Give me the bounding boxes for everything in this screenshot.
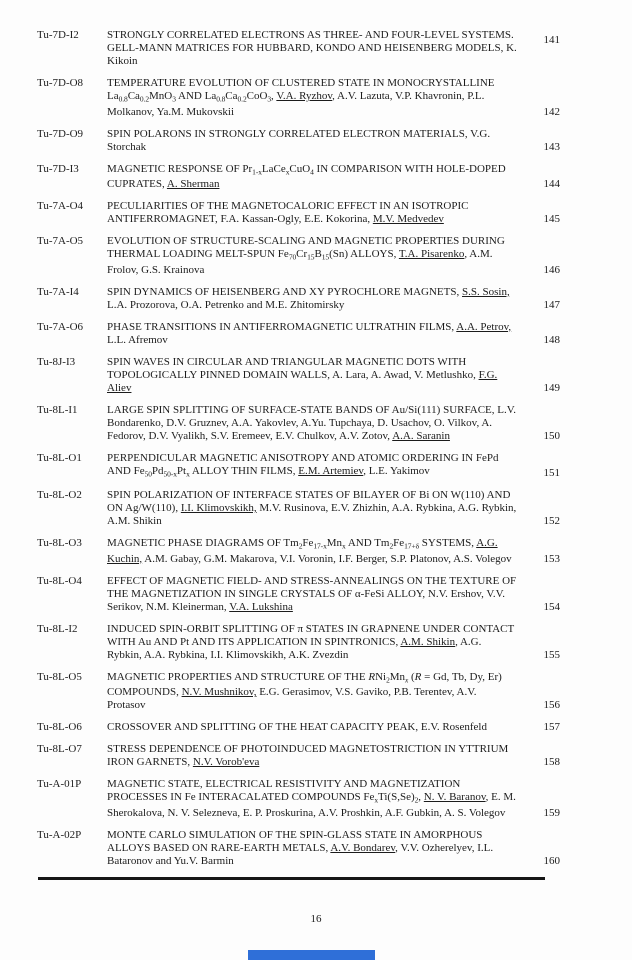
entry-line: MAGNETIC RESPONSE OF $Pr_{1-x}LaCe_xCuO_4$ IN COMPARISON WITH HOLE-DOPED [107, 162, 506, 176]
entry-page-number: 141 [543, 34, 560, 46]
toc-entry [37, 537, 632, 566]
entry-line: COMPOUNDS, N.V. Mushnikov, E.G. Gerasimov, V.S. Gaviko, P.B. Terentev, A.V. [107, 686, 477, 698]
footer-page-number: 16 [310, 913, 322, 925]
footer-divider-rule [38, 877, 545, 880]
entry-line: AND $Fe_{50}Pd_{50-x}Pt_x$ ALLOY THIN FILMS, E.M. Artemiev, L.E. Yakimov [107, 464, 430, 478]
entry-line: PHASE TRANSITIONS IN ANTIFERROMAGNETIC ULTRATHIN FILMS, A.A. Petrov, [107, 320, 512, 333]
toc-entry [37, 575, 632, 614]
entry-line [107, 382, 531, 395]
formula-subscript: 1-x [252, 167, 262, 176]
formula-subscript: 0.2 [237, 94, 247, 104]
toc-entry [37, 321, 632, 347]
session-code: Tu-8L-I1 [37, 403, 78, 416]
entry-line: IRON GARNETS, N.V. Vorob'eva [107, 756, 260, 768]
session-code: Tu-8J-I3 [37, 355, 76, 368]
entry-line: STRESS DEPENDENCE OF PHOTOINDUCED MAGNETOSTRICTION IN YTTRIUM [107, 743, 509, 755]
entry-line: SPIN WAVES IN CIRCULAR AND TRIANGULAR MAGNETIC DOTS WITH [107, 355, 467, 368]
entry-title-authors [107, 286, 531, 312]
entry-line: A.M. Shikin [107, 515, 162, 527]
toc-entry [37, 404, 632, 443]
underlined-author: Aliev [107, 381, 132, 394]
entry-page-number: 156 [543, 699, 560, 711]
underlined-author: T.A. Pisarenko [398, 248, 465, 260]
toc-entry [37, 623, 632, 662]
formula-subscript: 70 [288, 252, 297, 262]
entry-page-number: 143 [543, 140, 560, 153]
entry-line: PECULIARITIES OF THE MAGNETOCALORIC EFFECT IN AN ISOTROPIC [107, 200, 469, 212]
formula-subscript: x [405, 675, 409, 684]
formula-subscript: 0.2 [139, 94, 149, 104]
italic-symbol: R [414, 670, 422, 683]
formula-subscript: 2 [389, 541, 394, 551]
toc-entry [37, 452, 632, 481]
entry-page-number: 154 [543, 600, 560, 613]
toc-entry [37, 163, 632, 192]
entry-title-authors [107, 163, 531, 192]
entry-page-number: 145 [543, 213, 560, 225]
entry-line: MAGNETIC PROPERTIES AND STRUCTURE OF THE $RNi_2Mn_x$ (R = Gd, Tb, Dy, Er) [107, 670, 502, 684]
entry-line: SPIN DYNAMICS OF HEISENBERG AND XY PYROCHLORE MAGNETS, S.S. Sosin, [107, 285, 510, 298]
toc-entry [37, 200, 632, 226]
toc-entry [37, 77, 632, 119]
entry-line: Frolov, G.S. Krainova [107, 263, 205, 276]
entry-title-authors [107, 721, 531, 734]
underlined-author: A.G. [476, 537, 498, 549]
entry-line: PERPENDICULAR MAGNETIC ANISOTROPY AND ATOMIC ORDERING IN FePd [107, 451, 499, 464]
underlined-author: A.A. Saranin [392, 429, 450, 442]
bottom-blue-bar [248, 950, 375, 960]
formula-subscript: x [374, 795, 379, 805]
entry-title-authors [107, 489, 531, 528]
formula-subscript: x [342, 541, 346, 551]
entry-line: ON Ag/W(110), I.I. Klimovskikh, M.V. Rusinova, E.V. Zhizhin, A.A. Rybkina, A.G. Rybkin, [107, 502, 517, 514]
underlined-author: A.A. Petrov, [456, 320, 512, 333]
formula-subscript: 17+δ [404, 541, 420, 551]
formula-subscript: 50-x [163, 469, 177, 478]
entry-title-authors [107, 128, 531, 154]
underlined-author: N.V. Mushnikov, [181, 686, 257, 698]
formula-subscript: 0.8 [216, 94, 226, 104]
entry-page-number: 153 [543, 552, 560, 565]
entry-page-number: 149 [543, 381, 560, 394]
session-code: Tu-8L-O2 [37, 489, 82, 501]
session-code: Tu-8L-O1 [37, 451, 82, 464]
session-code: Tu-8L-O5 [37, 670, 82, 683]
entry-line: GELL-MANN MATRICES FOR HUBBARD, KONDO AND HEISENBERG MODELS, K. [107, 42, 517, 54]
formula-subscript: 4 [310, 167, 314, 176]
entry-line: Kikoin [107, 55, 138, 67]
session-code: Tu-7D-I3 [37, 162, 79, 175]
entry-page-number: 144 [543, 178, 560, 190]
session-code: Tu-7A-I4 [37, 285, 79, 298]
entry-page-number: 151 [543, 467, 560, 479]
underlined-author: F.G. [478, 368, 498, 381]
entry-page-number: 142 [543, 105, 560, 118]
entry-line: SPIN POLARONS IN STRONGLY CORRELATED ELECTRON MATERIALS, V.G. [107, 127, 491, 140]
entry-line: SPIN POLARIZATION OF INTERFACE STATES OF BILAYER OF Bi ON W(110) AND [107, 489, 511, 501]
formula-subscript: 15 [307, 252, 315, 262]
entry-page-number: 160 [543, 854, 560, 867]
underlined-author: V.A. Ryzhov [276, 90, 333, 102]
toc-entry [37, 128, 632, 154]
entry-line: CROSSOVER AND SPLITTING OF THE HEAT CAPACITY PEAK, E.V. Rosenfeld [107, 721, 487, 733]
toc-entry [37, 671, 632, 713]
entry-page-number: 152 [543, 515, 560, 527]
session-code: Tu-A-01P [37, 778, 82, 790]
entry-title-authors [107, 77, 531, 119]
entry-line: THERMAL LOADING MELT-SPUN $Fe_{70}Cr_{15}B_{15}(Sn)$ ALLOYS, T.A. Pisarenko, A.M. [107, 248, 493, 262]
underlined-author: Kuchin, [107, 552, 143, 565]
entry-line: Fedorov, D.V. Vyalikh, S.V. Eremeev, E.V. Chulkov, A.V. Zotov, A.A. Saranin [107, 429, 450, 442]
underlined-author: A. Sherman [166, 178, 220, 190]
entry-title-authors [107, 537, 531, 566]
toc-entry [37, 29, 632, 68]
entry-page-number: 159 [543, 806, 560, 819]
underlined-author: A.M. Shikin [400, 635, 456, 648]
entry-line: Bondarenko, D.V. Gruznev, A.A. Yakovlev, A.Yu. Tupchaya, D. Usachov, O. Vilkov, A. [107, 416, 493, 429]
toc-entry-list [37, 29, 632, 877]
session-code: Tu-7A-O4 [37, 200, 84, 212]
toc-entry [37, 721, 632, 734]
underlined-author: E.M. Artemiev [298, 464, 364, 477]
entry-title-authors [107, 743, 531, 769]
entry-title-authors [107, 29, 531, 68]
formula-subscript: 3 [267, 94, 272, 104]
session-code: Tu-8L-I2 [37, 622, 78, 635]
toc-entry [37, 778, 632, 820]
italic-symbol: R [368, 670, 376, 683]
entry-line: Storchak [107, 140, 147, 153]
underlined-author: M.V. Medvedev [372, 213, 444, 225]
underlined-author: S.S. Sosin, [462, 285, 510, 298]
session-code: Tu-8L-O4 [37, 574, 82, 587]
entry-page-number: 146 [543, 263, 560, 276]
entry-title-authors [107, 404, 531, 443]
formula-subscript: 2 [298, 541, 303, 551]
entry-page-number: 148 [543, 333, 560, 346]
formula-subscript: 50 [144, 469, 152, 478]
entry-line: PROCESSES IN Fe INTERACALATED COMPOUNDS $Fe_xTi(S,Se)_2$, N. V. Baranov, E. M. [107, 791, 516, 805]
session-code: Tu-7D-I2 [37, 29, 79, 41]
entry-title-authors [107, 356, 531, 395]
entry-line: EFFECT OF MAGNETIC FIELD- AND STRESS-ANNEALINGS ON THE TEXTURE OF [107, 574, 517, 587]
entry-line: CUPRATES, A. Sherman [107, 178, 220, 190]
session-code: Tu-7D-O8 [37, 77, 84, 89]
entry-line: MAGNETIC STATE, ELECTRICAL RESISTIVITY AND MAGNETIZATION [107, 778, 461, 790]
underlined-author: N. V. Baranov [423, 791, 486, 803]
entry-title-authors [107, 778, 531, 820]
session-code: Tu-7A-O5 [37, 235, 84, 247]
entry-page-number: 158 [543, 756, 560, 768]
entry-line: ANTIFERROMAGNET, F.A. Kassan-Ogly, E.E. Kokorina, M.V. Medvedev [107, 213, 444, 225]
toc-entry [37, 489, 632, 528]
entry-line: ALLOYS BASED ON RARE-EARTH METALS, A.V. Bondarev, V.V. Ozherelyev, I.L. [107, 841, 494, 854]
entry-line: STRONGLY CORRELATED ELECTRONS AS THREE- AND FOUR-LEVEL SYSTEMS. [107, 29, 514, 41]
entry-line: MONTE CARLO SIMULATION OF THE SPIN-GLASS STATE IN AMORPHOUS [107, 828, 483, 841]
entry-line: Molkanov, Ya.M. Mukovskii [107, 105, 235, 118]
session-code: Tu-8L-O3 [37, 537, 82, 549]
entry-line: INDUCED SPIN-ORBIT SPLITTING OF π STATES IN GRAPNENE UNDER CONTACT [107, 622, 515, 635]
toc-entry [37, 286, 632, 312]
toc-entry [37, 235, 632, 277]
formula-subscript: 0.8 [118, 94, 128, 104]
formula-subscript: 2 [386, 675, 390, 684]
entry-line: TEMPERATURE EVOLUTION OF CLUSTERED STATE IN MONOCRYSTALLINE [107, 77, 495, 89]
underlined-author: V.A. Lukshina [229, 600, 293, 613]
entry-title-authors [107, 671, 531, 713]
entry-line: THE MAGNETIZATION IN SINGLE CRYSTALS OF α-FeSi ALLOY, N.V. Ershov, V.V. [107, 587, 505, 600]
formula-subscript: 3 [172, 94, 176, 104]
entry-title-authors [107, 235, 531, 277]
entry-line: L.A. Prozorova, O.A. Petrenko and M.E. Zhitomirsky [107, 298, 345, 311]
entry-line: Protasov [107, 699, 146, 711]
entry-title-authors [107, 575, 531, 614]
toc-entry [37, 829, 632, 868]
entry-title-authors [107, 200, 531, 226]
entry-line: Bataronov and Yu.V. Barmin [107, 854, 234, 867]
entry-line: TOPOLOGICALLY PINNED DOMAIN WALLS, A. Lara, A. Awad, V. Metlushko, F.G. [107, 368, 498, 381]
session-code: Tu-A-02P [37, 828, 82, 841]
session-code: Tu-8L-O6 [37, 721, 82, 733]
underlined-author: A.V. Bondarev [330, 841, 396, 854]
entry-line: MAGNETIC PHASE DIAGRAMS OF $Tm_2Fe_{17-x}Mn_x$ AND $Tm_2Fe_{17+\delta}$ SYSTEMS, A.G. [107, 537, 498, 551]
session-code: Tu-7D-O9 [37, 127, 84, 140]
formula-subscript: 15 [321, 252, 330, 262]
session-code: Tu-8L-O7 [37, 743, 82, 755]
entry-line: WITH Au AND Pt AND ITS APPLICATION IN SPINTRONICS, A.M. Shikin, A.G. [107, 635, 482, 648]
entry-page-number: 150 [543, 429, 560, 442]
entry-page-number: 155 [543, 648, 560, 661]
entry-page-number: 147 [543, 298, 560, 311]
entry-title-authors [107, 829, 531, 868]
entry-page-number: 157 [543, 721, 560, 733]
entry-title-authors [107, 452, 531, 481]
entry-line: L.L. Afremov [107, 333, 168, 346]
session-code: Tu-7A-O6 [37, 320, 84, 333]
entry-line: EVOLUTION OF STRUCTURE-SCALING AND MAGNETIC PROPERTIES DURING [107, 235, 505, 247]
entry-line: $La_{0.8}Ca_{0.2}MnO_3$ AND $La_{0.8}Ca_{0.2}CoO_3$, V.A. Ryzhov, A.V. Lazuta, V.P. Khavronin, P.L. [107, 90, 485, 104]
entry-line: Rybkin, A.A. Rybkina, I.I. Klimovskikh, A.K. Zvezdin [107, 648, 349, 661]
entry-line: Kuchin, A.M. Gabay, G.M. Makarova, V.I. Voronin, I.F. Berger, S.P. Platonov, A.S. Volegov [107, 552, 512, 565]
formula-subscript: x [186, 469, 190, 478]
underlined-author: N.V. Vorob'eva [192, 756, 260, 768]
entry-title-authors [107, 321, 531, 347]
formula-subscript: 2 [414, 795, 419, 805]
underlined-author: I.I. Klimovskikh, [180, 502, 257, 514]
entry-title-authors [107, 623, 531, 662]
toc-entry [37, 356, 632, 395]
formula-subscript: 17-x [313, 541, 327, 551]
entry-line: Sherokalova, N. V. Selezneva, E. P. Proskurina, A.V. Proshkin, A.F. Gubkin, A. S. Volegov [107, 806, 506, 819]
toc-entry [37, 743, 632, 769]
entry-line: Serikov, N.M. Kleinerman, V.A. Lukshina [107, 600, 293, 613]
formula-subscript: x [285, 167, 290, 176]
entry-line: LARGE SPIN SPLITTING OF SURFACE-STATE BANDS OF Au/Si(111) SURFACE, L.V. [107, 403, 517, 416]
